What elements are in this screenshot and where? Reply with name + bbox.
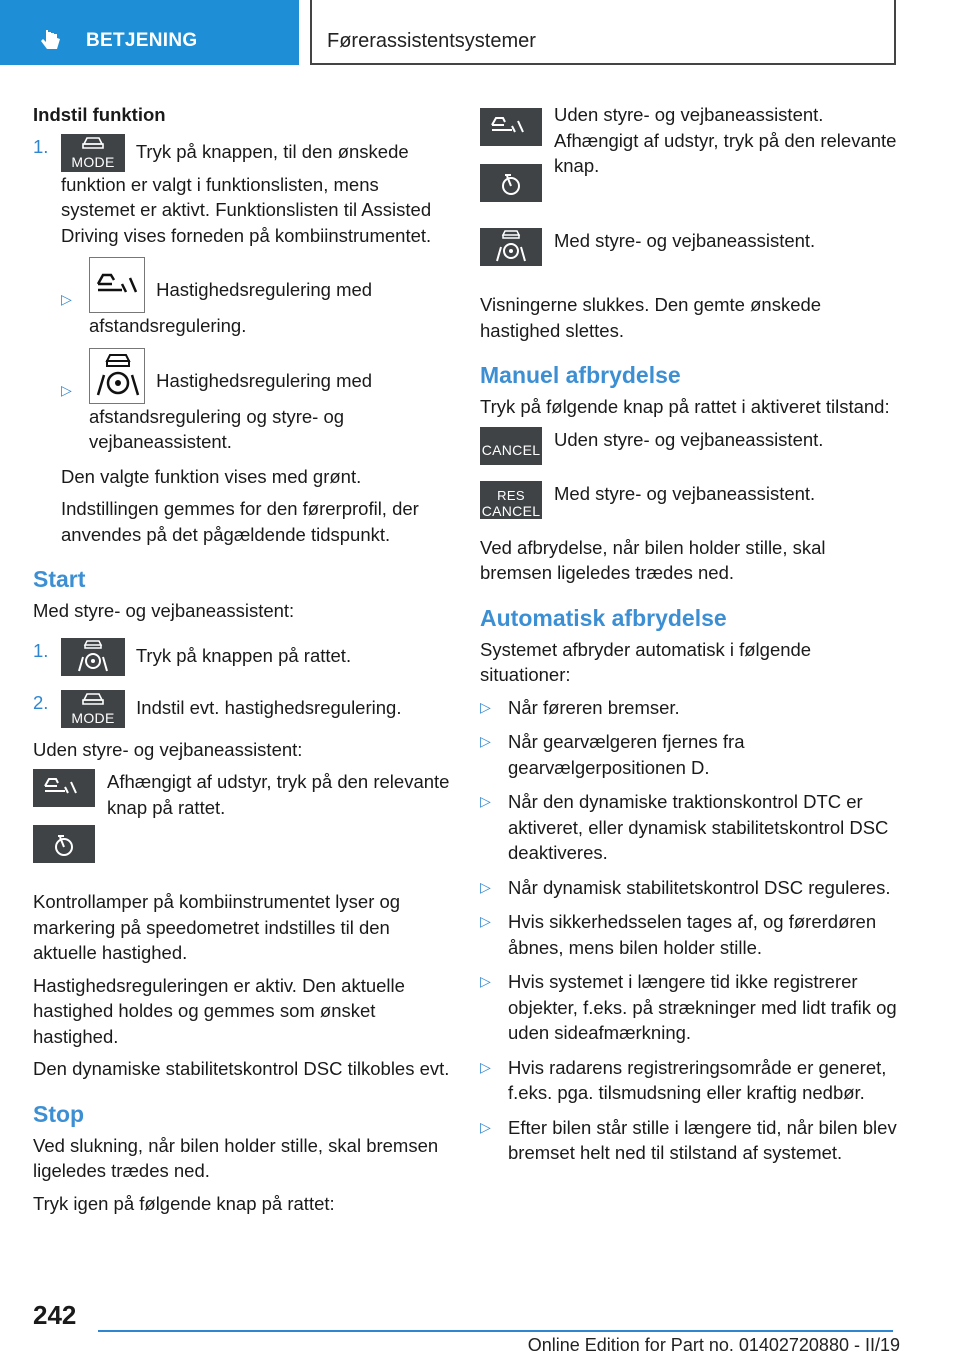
list-item: ▷ Efter bilen står stille i længere tid, når bilen blev bremset helt ned til stilstand af systemet. (480, 1116, 897, 1163)
active-text: Hastighedsreguleringen er aktiv. Den aktuelle hastighed holdes og gemmes som ønsket hastighed. (33, 974, 405, 1047)
steering-assist-icon (89, 348, 145, 404)
acc-button-icon (33, 769, 95, 807)
section-tab-label: BETJENING (86, 30, 198, 51)
stop-text: Ved slukning, når bilen holder stille, skal bremsen ligeledes trædes ned. (33, 1134, 439, 1181)
mode-button-icon: MODE (61, 134, 125, 172)
list-item: ▷ Når føreren bremser. (480, 696, 680, 718)
stop-without-assist-row (480, 104, 902, 220)
manual-with-row (480, 481, 902, 527)
list-item: ▷ Hvis sikkerhedsselen tages af, og førerdøren åbnes, mens bilen holder stille. (480, 911, 877, 958)
list-item: ▷ Hvis radarens registreringsområde er generet, f.eks. pga. tilsmudsning eller kraftig nedbør. (480, 1056, 887, 1103)
option-text: Hastighedsregulering med afstandsregulering og styre- og vejbaneassistent. (89, 369, 373, 452)
list-item: ▷ Når gearvælgeren fjernes fra gearvælgerpositionen D. (480, 731, 745, 778)
bullet: ▷ (61, 291, 72, 307)
step-text: Tryk på knappen på rattet. (135, 644, 352, 666)
stop-with-assist-row (480, 228, 902, 284)
press-again-text: Tryk igen på følgende knap på rattet: (33, 1192, 335, 1214)
page-number: 242 (33, 1300, 77, 1330)
manual-without-row (480, 427, 902, 473)
without-assist-row (33, 769, 451, 881)
auto-heading: Automatisk afbrydelse (480, 604, 727, 631)
stop-without-assist-text: Uden styre- og vejbaneassistent. Afhængigt af udstyr, tryk på den relevante knap. (554, 104, 897, 176)
manual-heading: Manuel afbrydelse (480, 362, 681, 388)
manual-without-text: Uden styre- og vejbaneassistent. (554, 428, 824, 450)
hand-icon (40, 28, 62, 54)
without-assist-text: Afhængigt af udstyr, tryk på den relevante knap på rattet. (107, 771, 450, 818)
step-number: 1. (33, 135, 49, 157)
indicator-text: Kontrollamper på kombiinstrumentet lyser og markering på speedometret indstilles til den aktuelle hastighed. (33, 891, 401, 963)
list-item: ▷ Når dynamisk stabilitetskontrol DSC reguleres. (480, 876, 891, 898)
cruise-control-button-icon (33, 825, 95, 863)
function-option-acc (61, 257, 451, 339)
manual-with-text: Med styre- og vejbaneassistent. (554, 482, 816, 504)
stop-with-assist-text: Med styre- og vejbaneassistent. (554, 230, 816, 251)
displays-off-text: Visningerne slukkes. Den gemte ønskede hastighed slettes. (480, 294, 822, 341)
mode-button-icon: MODE (61, 690, 125, 728)
list-item: ▷ Når den dynamiske traktionskontrol DTC er aktiveret, eller dynamisk stabilitetskontrol DSC deaktiveres. (480, 791, 889, 863)
step-number: 2. (33, 691, 49, 713)
dsc-text: Den dynamiske stabilitetskontrol DSC tilkobles evt. (33, 1058, 450, 1079)
step-text: Tryk på knappen, til den ønskede funktion er valgt i funktionslisten, mens systemet er aktivt. Funktionslisten til Assisted Driving vises forneden på kombiinstrumentet. (61, 140, 432, 246)
manual-text: Tryk på følgende knap på rattet i aktiveret tilstand: (480, 396, 890, 417)
edition-text: Online Edition for Part no. 01402720880 - II/19 (527, 1335, 900, 1355)
start-intro: Med styre- og vejbaneassistent: (33, 600, 295, 621)
function-option-acc-lane (61, 348, 451, 455)
right-column (480, 102, 902, 1175)
manual-note: Ved afbrydelse, når bilen holder stille, skal bremsen ligeledes trædes ned. (480, 536, 826, 583)
set-function-step-1 (33, 134, 451, 249)
cruise-control-button-icon (480, 164, 542, 202)
option-text: Hastighedsregulering med afstandsregulering. (89, 279, 373, 336)
steering-assist-button-icon (61, 638, 125, 676)
without-assist-label: Uden styre- og vejbaneassistent: (33, 738, 303, 760)
shown-green-note: Den valgte funktion vises med grønt. (61, 465, 362, 487)
start-step-2 (33, 690, 451, 728)
start-heading: Start (33, 566, 86, 592)
chapter-title: Førerassistentsystemer (327, 30, 536, 52)
list-item: ▷ Hvis systemet i længere tid ikke registrerer objekter, f.eks. på strækninger med lidt trafik og uden sideafmærkning. (480, 971, 897, 1043)
step-text: Indstil evt. hastighedsregulering. (136, 696, 402, 718)
step-number: 1. (33, 639, 49, 661)
bullet: ▷ (61, 381, 72, 398)
cancel-button-icon: CANCEL (480, 427, 542, 465)
start-step-1 (33, 638, 451, 676)
set-function-heading: Indstil funktion (33, 104, 166, 125)
steering-assist-button-icon (480, 228, 542, 266)
left-column (33, 102, 451, 1223)
res-cancel-button-icon: RES CANCEL (480, 481, 542, 519)
section-tab[interactable] (0, 0, 299, 65)
footer-divider (98, 1330, 893, 1332)
auto-intro: Systemet afbryder automatisk i følgende situationer: (480, 638, 812, 685)
profile-saved-note: Indstillingen gemmes for den førerprofil, der anvendes på det pågældende tidspunkt. (61, 498, 419, 545)
auto-list (480, 695, 902, 1166)
stop-heading: Stop (33, 1100, 85, 1127)
chapter-header (310, 0, 896, 65)
acc-icon (89, 257, 145, 313)
acc-button-icon (480, 108, 542, 146)
